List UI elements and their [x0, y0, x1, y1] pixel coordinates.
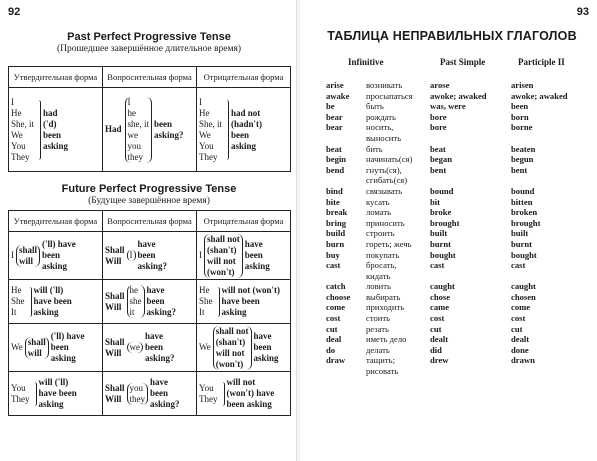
modal-brace: shall not (shan't) will not (won't) [204, 234, 243, 278]
verb-translation: иметь дело [366, 334, 407, 345]
verb-participle-ii: cut [511, 323, 523, 334]
section-title-past-perfect-progressive: Past Perfect Progressive Tense [67, 31, 231, 43]
verb-infinitive: bite [326, 196, 340, 207]
verb-row [326, 207, 590, 218]
verb-row [326, 271, 590, 282]
verb-infinitive: build [326, 228, 346, 239]
pronoun-brace: I [127, 250, 136, 261]
auxiliary-verbs: had ('d) been asking [43, 107, 69, 151]
verb-participle-ii: come [511, 302, 531, 313]
future-negative-he-she-it: He She It will not (won't) have been asking [197, 280, 291, 324]
verb-participle-ii: begun [511, 154, 534, 165]
verb-past-simple: cost [430, 313, 445, 324]
section-subtitle-future-perfect-progressive: (Будущее завершённое время) [88, 196, 210, 206]
verb-participle-ii: bent [511, 164, 528, 175]
modal-brace: shall will [25, 337, 49, 359]
verb-past-simple: cut [430, 323, 442, 334]
verb-past-simple: chose [430, 291, 451, 302]
verb-participle-ii: awoke; awaked [511, 90, 568, 101]
irregular-verb-list [326, 80, 590, 377]
verb-infinitive: buy [326, 249, 340, 260]
verb-participle-ii: cost [511, 313, 526, 324]
verb-past-simple: bought [430, 249, 456, 260]
verb-row [326, 186, 590, 197]
verb-infinitive: cost [326, 313, 341, 324]
verb-infinitive: awake [326, 90, 350, 101]
verb-translation: приходить [366, 302, 405, 313]
verb-translation: связывать [366, 185, 403, 196]
verb-infinitive: draw [326, 355, 346, 366]
column-header-participle-ii: Participle II [518, 57, 565, 67]
verb-infinitive: begin [326, 154, 347, 165]
verb-participle-ii: bitten [511, 196, 533, 207]
verb-participle-ii: drawn [511, 355, 535, 366]
verb-past-simple: built [430, 228, 448, 239]
future-affirmative-you-they: You They will ('ll) have been asking [9, 372, 103, 416]
verb-translation: выбирать [366, 291, 401, 302]
verb-participle-ii: done [511, 344, 529, 355]
verb-translation: носить, [366, 122, 394, 133]
verb-translation: выносить [366, 132, 402, 143]
verb-participle-ii: broken [511, 207, 538, 218]
verb-past-simple: beat [430, 143, 446, 154]
table-header-affirmative: Утвердительная форма [9, 211, 103, 232]
table-header-negative: Отрицательная форма [197, 67, 291, 88]
verb-translation: бить [366, 143, 383, 154]
verb-participle-ii: built [511, 228, 529, 239]
verb-row [326, 101, 590, 112]
verb-participle-ii: beaten [511, 143, 536, 154]
pronoun-brace: we [127, 342, 144, 353]
auxiliary-verbs: been asking? [154, 118, 184, 140]
verb-row [326, 228, 590, 239]
verb-past-simple: broke [430, 207, 452, 218]
verb-row [326, 334, 590, 345]
verb-translation: приносить [366, 217, 405, 228]
column-header-infinitive: Infinitive [348, 57, 384, 67]
verb-past-simple: awoke; awaked [430, 90, 487, 101]
verb-row [326, 197, 590, 208]
future-interrogative-we: Shall Will we have been asking? [103, 324, 197, 372]
auxiliary-lead: Had [105, 124, 122, 134]
verb-translation: гореть; жечь [366, 238, 412, 249]
verb-row [326, 324, 590, 335]
verb-infinitive: deal [326, 334, 342, 345]
verb-infinitive: bend [326, 164, 345, 175]
verb-infinitive: bring [326, 217, 347, 228]
pronoun-brace: you they [127, 383, 149, 405]
verb-row [326, 122, 590, 133]
verb-past-simple: bound [430, 185, 454, 196]
verb-infinitive: break [326, 207, 348, 218]
verb-row [326, 302, 590, 313]
section-subtitle-past-perfect-progressive: (Прошедшее завершённое длительное время) [56, 44, 242, 54]
table-header-interrogative: Вопросительная форма [103, 67, 197, 88]
verb-participle-ii: brought [511, 217, 541, 228]
verb-infinitive: bear [326, 111, 343, 122]
verb-participle-ii: bound [511, 185, 535, 196]
verb-translation: рождать [366, 111, 396, 122]
verb-past-simple: dealt [430, 334, 449, 345]
past-perfect-progressive-table [8, 66, 291, 172]
verb-row [326, 112, 590, 123]
verb-row [326, 80, 590, 91]
future-affirmative-he-she-it: He She It will ('ll) have been asking [9, 280, 103, 324]
verb-past-simple: caught [430, 281, 455, 292]
table-header-affirmative: Утвердительная форма [9, 67, 103, 88]
verb-infinitive: burn [326, 238, 345, 249]
verb-infinitive: beat [326, 143, 342, 154]
verb-translation: бросать, [366, 260, 397, 271]
verb-row [326, 154, 590, 165]
verb-translation: покупать [366, 249, 400, 260]
future-perfect-progressive-table [8, 210, 291, 416]
verb-past-simple: came [430, 302, 450, 313]
verb-participle-ii: arisen [511, 80, 534, 90]
verb-infinitive: be [326, 101, 335, 112]
verb-translation: рисовать [366, 366, 399, 377]
verb-infinitive: cut [326, 323, 338, 334]
verb-translation: гнуть(ся), [366, 164, 402, 175]
verb-infinitive: choose [326, 291, 351, 302]
verb-past-simple: did [430, 344, 442, 355]
verb-translation: тащить; [366, 355, 395, 366]
closing-brace [224, 100, 229, 160]
verb-infinitive: arise [326, 80, 344, 90]
future-interrogative-i: Shall Will I have been asking? [103, 232, 197, 280]
verb-row [326, 292, 590, 303]
future-affirmative-we: We shall will ('ll) have been asking [9, 324, 103, 372]
verb-translation: возникать [366, 80, 403, 90]
verb-row [326, 133, 590, 144]
verb-participle-ii: borne [511, 122, 533, 133]
verb-past-simple: bit [430, 196, 441, 207]
section-title-future-perfect-progressive: Future Perfect Progressive Tense [61, 183, 237, 195]
verb-row [326, 313, 590, 324]
pronoun-list: I He She, it We You They [199, 96, 223, 162]
verb-table-header [328, 57, 590, 69]
past-affirmative-cell [9, 88, 103, 172]
verb-row [326, 355, 590, 366]
auxiliary-verbs: had not (hadn't) been asking [231, 107, 263, 151]
verb-participle-ii: burnt [511, 238, 533, 249]
modal-brace: shall will [16, 245, 40, 267]
verb-translation: быть [366, 101, 384, 112]
verb-participle-ii: caught [511, 281, 536, 292]
closing-brace [215, 287, 220, 317]
verb-translation: ломать [366, 207, 392, 218]
verb-row [326, 165, 590, 176]
verb-infinitive: catch [326, 281, 346, 292]
verb-translation: резать [366, 323, 389, 334]
verb-past-simple: drew [430, 355, 449, 366]
verb-past-simple: cast [430, 260, 445, 271]
verb-row [326, 239, 590, 250]
verb-row [326, 144, 590, 155]
verb-past-simple: began [430, 154, 452, 165]
verb-past-simple: bent [430, 164, 447, 175]
future-negative-i: I shall not (shan't) will not (won't) have been asking [197, 232, 291, 280]
verb-translation: стоить [366, 313, 391, 324]
future-negative-we: We shall not (shan't) will not (won't) have been asking [197, 324, 291, 372]
verb-participle-ii: cast [511, 260, 526, 271]
verb-infinitive: bear [326, 122, 343, 133]
verb-infinitive: do [326, 344, 336, 355]
pronoun-brace: I he she, it we you they [125, 97, 153, 163]
pronoun-brace: he she it [127, 285, 145, 318]
verb-translation: просыпаться [366, 90, 413, 101]
table-header-interrogative: Вопросительная форма [103, 211, 197, 232]
future-affirmative-i: I shall will ('ll) have been asking [9, 232, 103, 280]
verb-row [326, 345, 590, 356]
closing-brace [32, 382, 37, 406]
verb-participle-ii: been [511, 101, 529, 112]
future-negative-you-they: You They will not (won't) have been asking [197, 372, 291, 416]
verb-participle-ii: dealt [511, 334, 530, 345]
closing-brace [27, 287, 32, 317]
closing-brace [220, 382, 225, 406]
table-header-negative: Отрицательная форма [197, 211, 291, 232]
closing-brace [36, 100, 41, 160]
verb-past-simple: bore [430, 111, 447, 122]
page-number-right: 93 [576, 6, 589, 18]
verb-translation: ловить [366, 281, 391, 292]
modal-brace: shall not (shan't) will not (won't) [213, 326, 252, 370]
past-negative-cell [197, 88, 291, 172]
verb-past-simple: arose [430, 80, 450, 90]
verb-infinitive: bind [326, 185, 343, 196]
verb-translation: строить [366, 228, 395, 239]
verb-infinitive: come [326, 302, 346, 313]
verb-row [326, 281, 590, 292]
verb-past-simple: burnt [430, 238, 452, 249]
verb-participle-ii: chosen [511, 291, 536, 302]
verb-row [326, 91, 590, 102]
verb-row [326, 175, 590, 186]
pronoun-list: I He She, it We You They [11, 96, 35, 162]
verb-row [326, 218, 590, 229]
verb-participle-ii: bought [511, 249, 537, 260]
verb-translation: начинать(ся) [366, 154, 413, 165]
verb-translation: кусать [366, 196, 390, 207]
irregular-verbs-title: ТАБЛИЦА НЕПРАВИЛЬНЫХ ГЛАГОЛОВ [327, 29, 577, 43]
verb-translation: делать [366, 344, 390, 355]
page-number-left: 92 [8, 6, 21, 18]
verb-row [326, 250, 590, 261]
verb-past-simple: bore [430, 122, 447, 133]
verb-past-simple: brought [430, 217, 460, 228]
verb-past-simple: was, were [430, 101, 466, 112]
verb-row [326, 260, 590, 271]
future-interrogative-he-she-it: Shall Will he she it have been asking? [103, 280, 197, 324]
verb-infinitive: cast [326, 260, 341, 271]
future-interrogative-you-they: Shall Will you they have been asking? [103, 372, 197, 416]
past-interrogative-cell [103, 88, 197, 172]
verb-row [326, 366, 590, 377]
verb-participle-ii: born [511, 111, 529, 122]
verb-translation: кидать [366, 270, 391, 281]
verb-translation: сгибать(ся) [366, 175, 408, 186]
column-header-past-simple: Past Simple [440, 57, 486, 67]
